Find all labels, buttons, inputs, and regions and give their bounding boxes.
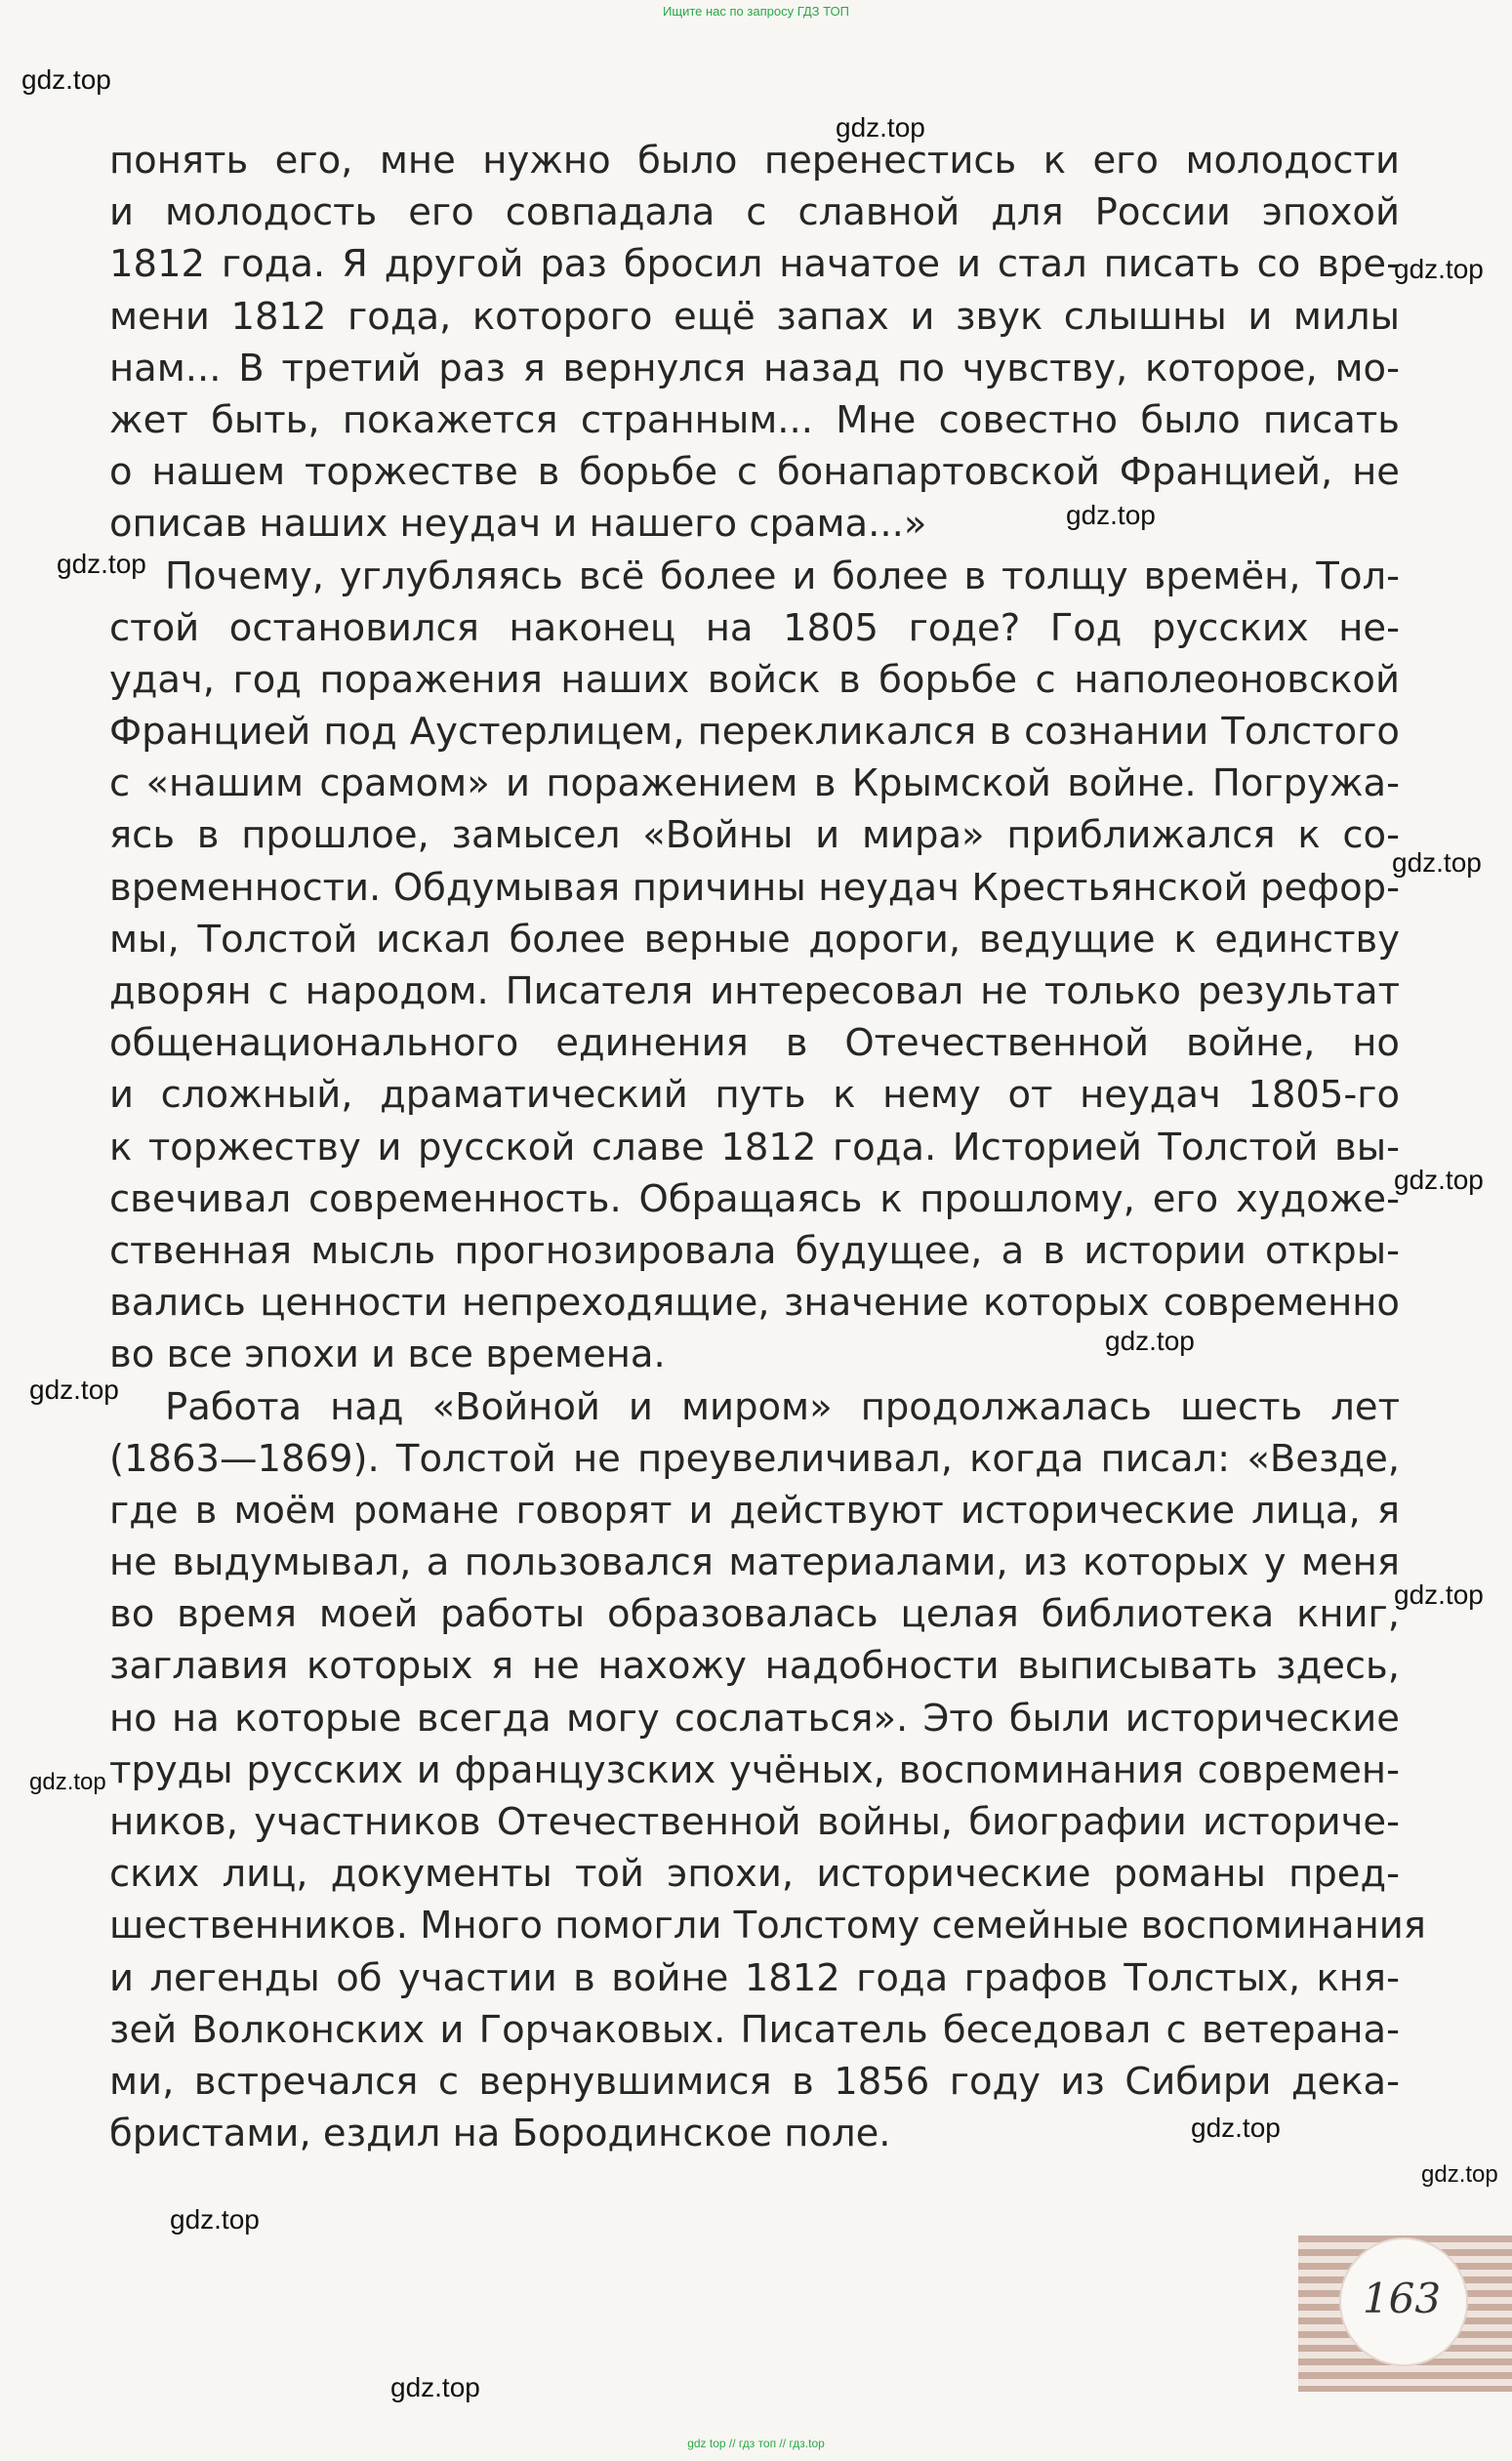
- text-line: понять его, мне нужно было перенестись к его молодости: [109, 139, 1400, 183]
- watermark: gdz.top: [836, 112, 925, 143]
- text-line: ников, участников Отечественной войны, биографии историче-: [109, 1800, 1400, 1844]
- text-line: удач, год поражения наших войск в борьбе с наполеоновской: [109, 657, 1400, 702]
- text-line: и сложный, драматический путь к нему от неудач 1805-го: [109, 1073, 1400, 1118]
- text-line: не выдумывал, а пользовался материалами, из которых у меня: [109, 1540, 1400, 1585]
- text-line: ясь в прошлое, замысел «Войны и мира» приближался к со-: [109, 813, 1400, 858]
- watermark: gdz.top: [1394, 254, 1484, 284]
- watermark: gdz.top: [1066, 500, 1156, 530]
- text-line: ми, встречался с вернувшимися в 1856 году из Сибири дека-: [109, 2059, 1400, 2104]
- text-line: дворян с народом. Писателя интересовал не только результат: [109, 969, 1400, 1013]
- watermark: gdz.top: [29, 1769, 106, 1795]
- watermark: gdz.top: [21, 64, 111, 95]
- text-line: ственная мысль прогнозировала будущее, а в истории откры-: [109, 1228, 1400, 1273]
- text-line: во время моей работы образовалась целая библиотека книг,: [109, 1592, 1400, 1637]
- text-line: с «нашим срамом» и поражением в Крымской войне. Погружа-: [109, 761, 1400, 806]
- watermark: gdz.top: [1421, 2161, 1498, 2188]
- text-line: и молодость его совпадала с славной для России эпохой: [109, 190, 1400, 235]
- text-line: бристами, ездил на Бородинское поле.: [109, 2112, 891, 2156]
- text-line: труды русских и французских учёных, воспоминания современ-: [109, 1747, 1400, 1792]
- watermark: gdz.top: [1392, 847, 1482, 878]
- text-line: к торжеству и русской славе 1812 года. Историей Толстой вы-: [109, 1125, 1400, 1169]
- header-search-note: Ищите нас по запросу ГДЗ ТОП: [663, 4, 849, 19]
- footer-note: gdz top // гдз топ // гдз.top: [687, 2437, 825, 2450]
- watermark: gdz.top: [1191, 2112, 1281, 2143]
- text-line: во все эпохи и все времена.: [109, 1333, 666, 1377]
- text-line: где в моём романе говорят и действуют исторические лица, я: [109, 1488, 1400, 1533]
- text-line: свечивал современность. Обращаясь к прошлому, его художе-: [109, 1176, 1400, 1221]
- text-line: но на которые всегда могу сослаться». Это были исторические: [109, 1696, 1400, 1741]
- page-number: 163: [1362, 2275, 1442, 2322]
- text-line: вались ценности непреходящие, значение которых современно: [109, 1281, 1400, 1326]
- watermark: gdz.top: [170, 2204, 260, 2235]
- text-line: Почему, углубляясь всё более и более в толщу времён, Тол-: [165, 554, 1400, 598]
- text-line: 1812 года. Я другой раз бросил начатое и стал писать со вре-: [109, 242, 1400, 287]
- watermark: gdz.top: [1105, 1326, 1195, 1356]
- text-line: шественников. Много помогли Толстому семейные воспоминания: [109, 1904, 1426, 1948]
- text-line: и легенды об участии в войне 1812 года графов Толстых, кня-: [109, 1955, 1400, 2000]
- body-text: [109, 135, 1426, 2159]
- text-line: жет быть, покажется странным... Мне совестно было писать: [109, 397, 1400, 442]
- watermark: gdz.top: [29, 1374, 119, 1405]
- text-line: стой остановился наконец на 1805 годе? Год русских не-: [109, 605, 1400, 650]
- text-line: мени 1812 года, которого ещё запах и звук слышны и милы: [109, 294, 1400, 339]
- text-line: о нашем торжестве в борьбе с бонапартовской Францией, не: [109, 450, 1400, 495]
- text-line: зей Волконских и Горчаковых. Писатель беседовал с ветерана-: [109, 2007, 1400, 2052]
- watermark: gdz.top: [390, 2372, 480, 2402]
- watermark: gdz.top: [1394, 1579, 1484, 1610]
- watermark: gdz.top: [57, 549, 146, 579]
- text-line: Францией под Аустерлицем, перекликался в сознании Толстого: [109, 710, 1400, 755]
- watermark: gdz.top: [1394, 1165, 1484, 1195]
- text-line: временности. Обдумывая причины неудач Крестьянской рефор-: [109, 865, 1400, 910]
- text-line: мы, Толстой искал более верные дороги, ведущие к единству: [109, 917, 1400, 962]
- text-line: нам... В третий раз я вернулся назад по чувству, которое, мо-: [109, 346, 1400, 390]
- text-line: (1863—1869). Толстой не преувеличивал, когда писал: «Везде,: [109, 1436, 1400, 1481]
- text-line: общенационального единения в Отечественной войне, но: [109, 1021, 1400, 1066]
- text-line: описав наших неудач и нашего срама...»: [109, 502, 927, 547]
- text-line: Работа над «Войной и миром» продолжалась шесть лет: [165, 1384, 1400, 1429]
- text-line: заглавия которых я не нахожу надобности выписывать здесь,: [109, 1644, 1400, 1689]
- text-line: ских лиц, документы той эпохи, исторические романы пред-: [109, 1852, 1400, 1897]
